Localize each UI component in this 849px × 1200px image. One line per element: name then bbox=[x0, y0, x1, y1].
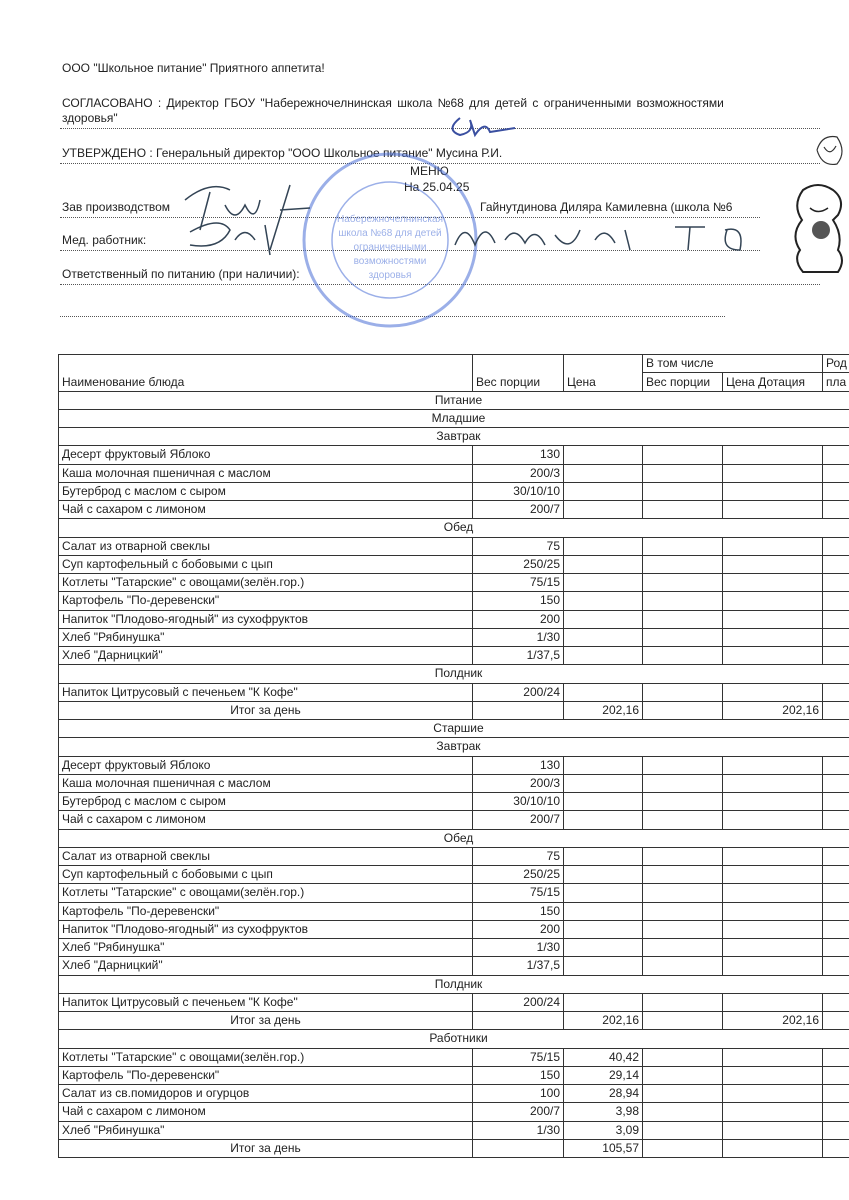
dish-name: Десерт фруктовый Яблоко bbox=[59, 446, 473, 464]
section-title: Младшие bbox=[59, 409, 849, 427]
parent-pay bbox=[823, 756, 849, 774]
section-row bbox=[59, 1030, 849, 1048]
approved-line: УТВЕРЖДЕНО : Генеральный директор "ООО Школьное питание" Мусина Р.И. bbox=[62, 146, 503, 160]
subsidy-price bbox=[723, 501, 823, 519]
subsidy-price bbox=[723, 1085, 823, 1103]
portion-weight: 150 bbox=[473, 592, 564, 610]
section-row bbox=[59, 738, 849, 756]
parent-pay bbox=[823, 555, 849, 573]
parent-pay bbox=[823, 482, 849, 500]
dish-name: Хлеб "Дарницкий" bbox=[59, 957, 473, 975]
price bbox=[564, 902, 643, 920]
price bbox=[564, 847, 643, 865]
subsidy-price bbox=[723, 574, 823, 592]
parent-pay bbox=[823, 610, 849, 628]
subsidy-price bbox=[723, 1103, 823, 1121]
table-row bbox=[59, 756, 849, 774]
header-including: В том числе bbox=[643, 355, 823, 373]
sub-portion-weight bbox=[643, 701, 723, 719]
sub-portion-weight bbox=[643, 1048, 723, 1066]
parent-pay bbox=[823, 1066, 849, 1084]
sub-portion-weight bbox=[643, 537, 723, 555]
table-row bbox=[59, 902, 849, 920]
subsidy-price bbox=[723, 1066, 823, 1084]
header-sub-weight: Вес порции bbox=[643, 373, 723, 391]
section-row bbox=[59, 720, 849, 738]
sub-portion-weight bbox=[643, 464, 723, 482]
signature-director bbox=[440, 110, 520, 140]
dish-name: Напиток "Плодово-ягодный" из сухофруктов bbox=[59, 920, 473, 938]
portion-weight bbox=[473, 701, 564, 719]
svg-text:ограниченными: ограниченными bbox=[353, 242, 427, 253]
total-label: Итог за день bbox=[59, 1139, 473, 1157]
dish-name: Чай с сахаром с лимоном bbox=[59, 811, 473, 829]
dish-name: Салат из отварной свеклы bbox=[59, 847, 473, 865]
dish-name: Суп картофельный с бобовыми с цып bbox=[59, 866, 473, 884]
parent-pay bbox=[823, 774, 849, 792]
dish-name: Котлеты "Татарские" с овощами(зелён.гор.) bbox=[59, 1048, 473, 1066]
price: 29,14 bbox=[564, 1066, 643, 1084]
dish-name: Десерт фруктовый Яблоко bbox=[59, 756, 473, 774]
sub-portion-weight bbox=[643, 993, 723, 1011]
price bbox=[564, 993, 643, 1011]
sub-portion-weight bbox=[643, 592, 723, 610]
table-row bbox=[59, 993, 849, 1011]
section-row bbox=[59, 519, 849, 537]
sub-portion-weight bbox=[643, 1066, 723, 1084]
price bbox=[564, 939, 643, 957]
price bbox=[564, 683, 643, 701]
header-sub-price: Цена Дотация bbox=[723, 373, 823, 391]
parent-pay bbox=[823, 1121, 849, 1139]
parent-pay bbox=[823, 647, 849, 665]
section-title: Полдник bbox=[59, 975, 849, 993]
section-title: Завтрак bbox=[59, 738, 849, 756]
parent-pay bbox=[823, 866, 849, 884]
menu-title: МЕНЮ bbox=[410, 164, 449, 178]
svg-text:Набережночелнинская: Набережночелнинская bbox=[336, 214, 444, 225]
company-line: ООО "Школьное питание" Приятного аппетита! bbox=[62, 61, 325, 75]
portion-weight: 75 bbox=[473, 847, 564, 865]
portion-weight: 1/30 bbox=[473, 939, 564, 957]
dish-name: Салат из отварной свеклы bbox=[59, 537, 473, 555]
price bbox=[564, 628, 643, 646]
table-row bbox=[59, 774, 849, 792]
subsidy-price bbox=[723, 756, 823, 774]
price bbox=[564, 884, 643, 902]
table-row bbox=[59, 446, 849, 464]
table-row bbox=[59, 1121, 849, 1139]
section-row bbox=[59, 428, 849, 446]
dish-name: Бутерброд с маслом с сыром bbox=[59, 793, 473, 811]
table-row bbox=[59, 501, 849, 519]
table-row bbox=[59, 884, 849, 902]
price bbox=[564, 537, 643, 555]
subsidy-price bbox=[723, 446, 823, 464]
portion-weight: 30/10/10 bbox=[473, 793, 564, 811]
subsidy-price bbox=[723, 610, 823, 628]
dish-name: Хлеб "Дарницкий" bbox=[59, 647, 473, 665]
parent-pay bbox=[823, 1012, 849, 1030]
dish-name: Бутерброд с маслом с сыром bbox=[59, 482, 473, 500]
parent-pay bbox=[823, 993, 849, 1011]
dish-name: Напиток Цитрусовый с печеньем "К Кофе" bbox=[59, 993, 473, 1011]
portion-weight: 200/7 bbox=[473, 1103, 564, 1121]
portion-weight: 200/7 bbox=[473, 501, 564, 519]
portion-weight: 200 bbox=[473, 610, 564, 628]
portion-weight bbox=[473, 1139, 564, 1157]
sub-portion-weight bbox=[643, 628, 723, 646]
signature-production-head bbox=[170, 170, 320, 260]
sub-portion-weight bbox=[643, 683, 723, 701]
price bbox=[564, 610, 643, 628]
portion-weight: 1/37,5 bbox=[473, 647, 564, 665]
sub-portion-weight bbox=[643, 884, 723, 902]
medic-label: Мед. работник: bbox=[62, 233, 147, 247]
portion-weight: 30/10/10 bbox=[473, 482, 564, 500]
portion-weight: 200/24 bbox=[473, 683, 564, 701]
portion-weight: 200/3 bbox=[473, 464, 564, 482]
price bbox=[564, 482, 643, 500]
subsidy-price bbox=[723, 1139, 823, 1157]
subsidy-price: 202,16 bbox=[723, 701, 823, 719]
dish-name: Картофель "По-деревенски" bbox=[59, 592, 473, 610]
subsidy-price bbox=[723, 811, 823, 829]
subsidy-price bbox=[723, 482, 823, 500]
parent-pay bbox=[823, 574, 849, 592]
subsidy-price bbox=[723, 592, 823, 610]
parent-pay bbox=[823, 1048, 849, 1066]
subsidy-price bbox=[723, 628, 823, 646]
portion-weight: 150 bbox=[473, 902, 564, 920]
dish-name: Суп картофельный с бобовыми с цып bbox=[59, 555, 473, 573]
sub-portion-weight bbox=[643, 1139, 723, 1157]
subsidy-price bbox=[723, 1048, 823, 1066]
subsidy-price bbox=[723, 683, 823, 701]
sub-portion-weight bbox=[643, 847, 723, 865]
portion-weight bbox=[473, 1012, 564, 1030]
menu-date: На 25.04.25 bbox=[404, 180, 470, 194]
subsidy-price bbox=[723, 902, 823, 920]
table-row bbox=[59, 811, 849, 829]
portion-weight: 250/25 bbox=[473, 866, 564, 884]
price bbox=[564, 592, 643, 610]
table-row bbox=[59, 847, 849, 865]
dish-name: Хлеб "Рябинушка" bbox=[59, 1121, 473, 1139]
table-row bbox=[59, 610, 849, 628]
table-row bbox=[59, 920, 849, 938]
table-row bbox=[59, 464, 849, 482]
subsidy-price bbox=[723, 555, 823, 573]
price bbox=[564, 574, 643, 592]
sub-portion-weight bbox=[643, 811, 723, 829]
parent-pay bbox=[823, 1085, 849, 1103]
portion-weight: 75 bbox=[473, 537, 564, 555]
portion-weight: 250/25 bbox=[473, 555, 564, 573]
parent-pay bbox=[823, 793, 849, 811]
portion-weight: 200/7 bbox=[473, 811, 564, 829]
table-row bbox=[59, 683, 849, 701]
total-row bbox=[59, 1012, 849, 1030]
menu-table bbox=[58, 354, 849, 1158]
header-price: Цена bbox=[564, 355, 643, 392]
price: 40,42 bbox=[564, 1048, 643, 1066]
sub-portion-weight bbox=[643, 774, 723, 792]
price: 202,16 bbox=[564, 701, 643, 719]
section-title: Обед bbox=[59, 829, 849, 847]
price bbox=[564, 446, 643, 464]
sub-portion-weight bbox=[643, 1085, 723, 1103]
portion-weight: 75/15 bbox=[473, 574, 564, 592]
section-title: Работники bbox=[59, 1030, 849, 1048]
table-row bbox=[59, 592, 849, 610]
chef-mascot-logo bbox=[788, 180, 849, 275]
parent-pay bbox=[823, 501, 849, 519]
sub-portion-weight bbox=[643, 1121, 723, 1139]
table-row bbox=[59, 574, 849, 592]
sub-portion-weight bbox=[643, 574, 723, 592]
price: 202,16 bbox=[564, 1012, 643, 1030]
header-parent-top: Род bbox=[823, 355, 849, 373]
dish-name: Чай с сахаром с лимоном bbox=[59, 501, 473, 519]
parent-pay bbox=[823, 628, 849, 646]
portion-weight: 200/3 bbox=[473, 774, 564, 792]
sub-portion-weight bbox=[643, 866, 723, 884]
price: 105,57 bbox=[564, 1139, 643, 1157]
parent-pay bbox=[823, 957, 849, 975]
total-label: Итог за день bbox=[59, 1012, 473, 1030]
sub-portion-weight bbox=[643, 902, 723, 920]
subsidy-price bbox=[723, 884, 823, 902]
subsidy-price bbox=[723, 993, 823, 1011]
subsidy-price bbox=[723, 1121, 823, 1139]
subsidy-price bbox=[723, 537, 823, 555]
section-row bbox=[59, 665, 849, 683]
table-row bbox=[59, 939, 849, 957]
table-row bbox=[59, 537, 849, 555]
section-title: Обед bbox=[59, 519, 849, 537]
table-row bbox=[59, 1066, 849, 1084]
subsidy-price bbox=[723, 847, 823, 865]
subsidy-price bbox=[723, 866, 823, 884]
portion-weight: 1/30 bbox=[473, 628, 564, 646]
dish-name: Картофель "По-деревенски" bbox=[59, 902, 473, 920]
table-row bbox=[59, 793, 849, 811]
dish-name: Котлеты "Татарские" с овощами(зелён.гор.) bbox=[59, 884, 473, 902]
parent-pay bbox=[823, 1139, 849, 1157]
parent-pay bbox=[823, 446, 849, 464]
parent-pay bbox=[823, 464, 849, 482]
total-row bbox=[59, 701, 849, 719]
sub-portion-weight bbox=[643, 647, 723, 665]
portion-weight: 1/30 bbox=[473, 1121, 564, 1139]
parent-pay bbox=[823, 592, 849, 610]
table-row bbox=[59, 1048, 849, 1066]
table-row bbox=[59, 957, 849, 975]
production-head-name: Гайнутдинова Диляра Камилевна (школа №6 bbox=[480, 200, 733, 214]
price bbox=[564, 957, 643, 975]
table-row bbox=[59, 555, 849, 573]
portion-weight: 100 bbox=[473, 1085, 564, 1103]
subsidy-price bbox=[723, 920, 823, 938]
sub-portion-weight bbox=[643, 957, 723, 975]
sub-portion-weight bbox=[643, 1012, 723, 1030]
sub-portion-weight bbox=[643, 482, 723, 500]
table-row bbox=[59, 866, 849, 884]
table-row bbox=[59, 1085, 849, 1103]
section-row bbox=[59, 975, 849, 993]
sub-portion-weight bbox=[643, 501, 723, 519]
header-weight: Вес порции bbox=[473, 355, 564, 392]
dish-name: Котлеты "Татарские" с овощами(зелён.гор.) bbox=[59, 574, 473, 592]
price bbox=[564, 647, 643, 665]
agreed-line: СОГЛАСОВАНО : Директор ГБОУ "Набережночелнинская школа №68 для детей с ограниченными возможностями bbox=[62, 96, 724, 110]
dish-name: Хлеб "Рябинушка" bbox=[59, 628, 473, 646]
section-title: Завтрак bbox=[59, 428, 849, 446]
parent-pay bbox=[823, 847, 849, 865]
sub-portion-weight bbox=[643, 446, 723, 464]
agreed-line-2: здоровья" bbox=[62, 111, 118, 125]
parent-pay bbox=[823, 537, 849, 555]
table-row bbox=[59, 628, 849, 646]
price bbox=[564, 501, 643, 519]
signature-approved bbox=[812, 132, 849, 168]
price bbox=[564, 464, 643, 482]
dish-name: Каша молочная пшеничная с маслом bbox=[59, 774, 473, 792]
price bbox=[564, 793, 643, 811]
table-row bbox=[59, 482, 849, 500]
dish-name: Чай с сахаром с лимоном bbox=[59, 1103, 473, 1121]
portion-weight: 150 bbox=[473, 1066, 564, 1084]
price bbox=[564, 920, 643, 938]
section-row bbox=[59, 409, 849, 427]
subsidy-price bbox=[723, 957, 823, 975]
dish-name: Картофель "По-деревенски" bbox=[59, 1066, 473, 1084]
price: 3,98 bbox=[564, 1103, 643, 1121]
parent-pay bbox=[823, 683, 849, 701]
subsidy-price bbox=[723, 647, 823, 665]
dish-name: Напиток Цитрусовый с печеньем "К Кофе" bbox=[59, 683, 473, 701]
table-row bbox=[59, 1103, 849, 1121]
price bbox=[564, 774, 643, 792]
subsidy-price bbox=[723, 793, 823, 811]
parent-pay bbox=[823, 1103, 849, 1121]
table-row bbox=[59, 647, 849, 665]
dish-name: Напиток "Плодово-ягодный" из сухофруктов bbox=[59, 610, 473, 628]
subsidy-price bbox=[723, 939, 823, 957]
parent-pay bbox=[823, 884, 849, 902]
sub-portion-weight bbox=[643, 1103, 723, 1121]
portion-weight: 1/37,5 bbox=[473, 957, 564, 975]
parent-pay bbox=[823, 939, 849, 957]
portion-weight: 75/15 bbox=[473, 884, 564, 902]
parent-pay bbox=[823, 811, 849, 829]
section-title: Старшие bbox=[59, 720, 849, 738]
portion-weight: 130 bbox=[473, 446, 564, 464]
price bbox=[564, 555, 643, 573]
subsidy-price bbox=[723, 464, 823, 482]
signature-medic bbox=[445, 215, 765, 260]
price: 28,94 bbox=[564, 1085, 643, 1103]
total-row bbox=[59, 1139, 849, 1157]
sub-portion-weight bbox=[643, 555, 723, 573]
parent-pay bbox=[823, 920, 849, 938]
section-title: Питание bbox=[59, 391, 849, 409]
production-head-label: Зав производством bbox=[62, 200, 170, 214]
sub-portion-weight bbox=[643, 939, 723, 957]
sub-portion-weight bbox=[643, 610, 723, 628]
price: 3,09 bbox=[564, 1121, 643, 1139]
portion-weight: 200/24 bbox=[473, 993, 564, 1011]
table-header-row bbox=[59, 355, 849, 373]
subsidy-price bbox=[723, 774, 823, 792]
section-row bbox=[59, 829, 849, 847]
sub-portion-weight bbox=[643, 920, 723, 938]
svg-text:школа №68 для детей: школа №68 для детей bbox=[338, 228, 442, 239]
sub-portion-weight bbox=[643, 756, 723, 774]
parent-pay bbox=[823, 902, 849, 920]
price bbox=[564, 811, 643, 829]
portion-weight: 200 bbox=[473, 920, 564, 938]
responsible-label: Ответственный по питанию (при наличии): bbox=[62, 267, 300, 281]
portion-weight: 75/15 bbox=[473, 1048, 564, 1066]
section-title: Полдник bbox=[59, 665, 849, 683]
header-parent-bottom: пла bbox=[823, 373, 849, 391]
parent-pay bbox=[823, 701, 849, 719]
header-name: Наименование блюда bbox=[59, 355, 473, 392]
dish-name: Салат из св.помидоров и огурцов bbox=[59, 1085, 473, 1103]
subsidy-price: 202,16 bbox=[723, 1012, 823, 1030]
svg-text:здоровья: здоровья bbox=[368, 270, 412, 281]
dish-name: Каша молочная пшеничная с маслом bbox=[59, 464, 473, 482]
total-label: Итог за день bbox=[59, 701, 473, 719]
svg-text:возможностями: возможностями bbox=[353, 256, 427, 267]
portion-weight: 130 bbox=[473, 756, 564, 774]
sub-portion-weight bbox=[643, 793, 723, 811]
price bbox=[564, 756, 643, 774]
section-row bbox=[59, 391, 849, 409]
dish-name: Хлеб "Рябинушка" bbox=[59, 939, 473, 957]
price bbox=[564, 866, 643, 884]
